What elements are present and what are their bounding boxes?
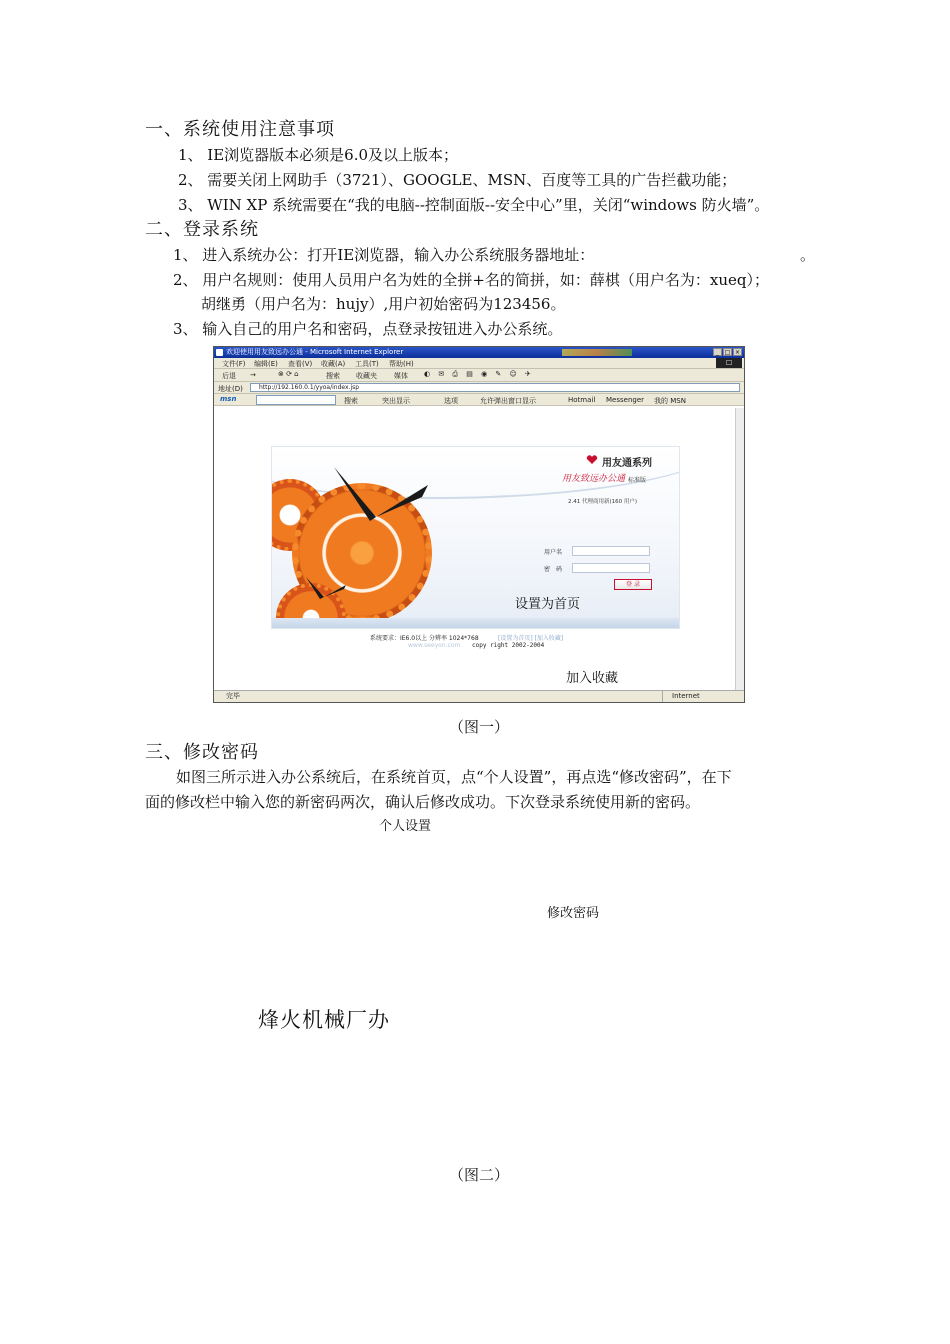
- minimize-icon[interactable]: _: [713, 348, 722, 356]
- login-step-2-cont: 胡继勇（用户名为：hujy）,用户初始密码为123456。: [201, 295, 566, 313]
- login-step-1-end: 。: [800, 246, 816, 264]
- msn-popup-button[interactable]: 允许弹出窗口显示: [480, 397, 536, 405]
- login-button[interactable]: 登 录: [614, 579, 652, 590]
- menu-edit[interactable]: 编辑(E): [254, 360, 278, 368]
- set-homepage-link[interactable]: 设置为首页: [515, 597, 581, 612]
- menu-help[interactable]: 帮助(H): [389, 360, 414, 368]
- username-label: 用户名: [544, 549, 563, 556]
- close-icon[interactable]: ×: [734, 349, 741, 356]
- website-link[interactable]: www.seeyon.com: [408, 642, 461, 649]
- menu-favorites[interactable]: 收藏(A): [321, 360, 346, 368]
- section-2-title: 二、登录系统: [145, 219, 259, 240]
- brand-series-label: 用友通系列: [602, 458, 652, 469]
- section-3-title: 三、修改密码: [145, 742, 259, 763]
- msn-options-button[interactable]: 选项: [444, 397, 458, 405]
- msn-messenger-button[interactable]: Messenger: [606, 396, 645, 404]
- favorites-button[interactable]: 收藏夹: [356, 372, 377, 380]
- password-label: 密 码: [544, 566, 563, 573]
- msn-highlight-button[interactable]: 突出显示: [382, 397, 410, 405]
- version-line: 2.41 代理商用新(160 用户): [568, 499, 638, 505]
- menu-file[interactable]: 文件(F): [222, 360, 246, 368]
- stop-refresh-home-icons[interactable]: ⊗ ⟳ ⌂: [278, 370, 299, 378]
- msn-search-input[interactable]: [256, 395, 336, 405]
- username-input[interactable]: [572, 546, 650, 556]
- edition-label: 标准版: [628, 477, 647, 484]
- ie-logo-icon: [216, 349, 223, 356]
- back-button[interactable]: 后退: [222, 372, 236, 380]
- ie-addressbar: [214, 382, 744, 394]
- login-step-2: 2、 用户名规则：使用人员用户名为姓的全拼+名的简拼，如：薛棋（用户名为：xueq）；: [173, 271, 769, 289]
- panel-bottom-band: [272, 618, 679, 628]
- figure-2-caption: （图二）: [449, 1166, 510, 1184]
- ie-statusbar: [214, 690, 744, 702]
- address-input[interactable]: http://192.160.0.1/yyoa/index.jsp: [250, 383, 740, 392]
- password-input[interactable]: [572, 563, 650, 573]
- msn-hotmail-button[interactable]: Hotmail: [568, 396, 596, 404]
- ie-toolbar: [214, 369, 744, 382]
- ie-window-screenshot: [213, 346, 745, 703]
- maximize-icon[interactable]: □: [724, 349, 731, 356]
- section-1-title: 一、系统使用注意事项: [145, 119, 335, 140]
- msn-toolbar: [214, 394, 744, 406]
- product-name: 用友致远办公通: [562, 474, 626, 484]
- windows-flag-icon: ☐: [716, 358, 742, 368]
- address-label: 地址(D): [218, 385, 243, 393]
- clock-hands-icon: [272, 447, 472, 629]
- search-button[interactable]: 搜索: [326, 372, 340, 380]
- notice-item-1: 1、 IE浏览器版本必须是6.0及以上版本；: [178, 146, 459, 164]
- status-done-text: 完毕: [226, 692, 240, 700]
- homepage-favorites-links[interactable]: [设置为首页] [加入收藏]: [498, 635, 564, 642]
- personal-settings-label: 个人设置: [379, 819, 432, 834]
- change-password-label: 修改密码: [547, 906, 600, 921]
- msn-logo: msn: [220, 395, 237, 403]
- add-favorite-link[interactable]: 加入收藏: [566, 671, 619, 686]
- copyright-text: copy right 2002-2004: [472, 642, 545, 649]
- system-requirements: 系统要求：IE6.0以上 分辨率 1024*768: [370, 635, 479, 642]
- status-zone-text: Internet: [672, 692, 700, 700]
- forward-icon[interactable]: →: [250, 371, 256, 379]
- heart-logo-icon: [586, 455, 598, 465]
- notice-item-3: 3、 WIN XP 系统需要在“我的电脑--控制面版--安全中心”里，关闭“windows 防火墙”。: [178, 196, 770, 214]
- ie-titlebar: [214, 347, 744, 358]
- login-step-3: 3、 输入自己的用户名和密码，点登录按钮进入办公系统。: [173, 320, 563, 338]
- login-panel: [271, 446, 680, 629]
- ie-menubar: [214, 358, 744, 369]
- status-divider: [662, 691, 663, 702]
- menu-tools[interactable]: 工具(T): [355, 360, 379, 368]
- msn-my-msn-button[interactable]: 我的 MSN: [654, 397, 686, 405]
- msn-search-button[interactable]: 搜索: [344, 397, 358, 405]
- login-step-1: 1、 进入系统办公：打开IE浏览器，输入办公系统服务器地址：: [173, 246, 595, 264]
- toolbar-ad-banner: [562, 349, 632, 356]
- toolbar-misc-icons[interactable]: ◐ ✉ ⎙ ▤ ◉ ✎ ☺ ✈: [424, 370, 534, 378]
- figure-1-caption: （图一）: [449, 718, 510, 736]
- organization-name: 烽火机械厂办: [258, 1008, 390, 1032]
- menu-view[interactable]: 查看(V): [288, 360, 313, 368]
- notice-item-2: 2、 需要关闭上网助手（3721）、GOOGLE、MSN、百度等工具的广告拦截功能；: [178, 171, 737, 189]
- ie-window-title: 欢迎使用用友致远办公通 - Microsoft Internet Explorer: [226, 348, 404, 356]
- change-password-paragraph-line1: 如图三所示进入办公系统后，在系统首页，点“个人设置”，再点选“修改密码”，在下: [176, 768, 732, 786]
- change-password-paragraph-line2: 面的修改栏中输入您的新密码两次，确认后修改成功。下次登录系统使用新的密码。: [145, 793, 701, 811]
- media-button[interactable]: 媒体: [394, 372, 408, 380]
- ie-scrollbar[interactable]: [735, 408, 744, 691]
